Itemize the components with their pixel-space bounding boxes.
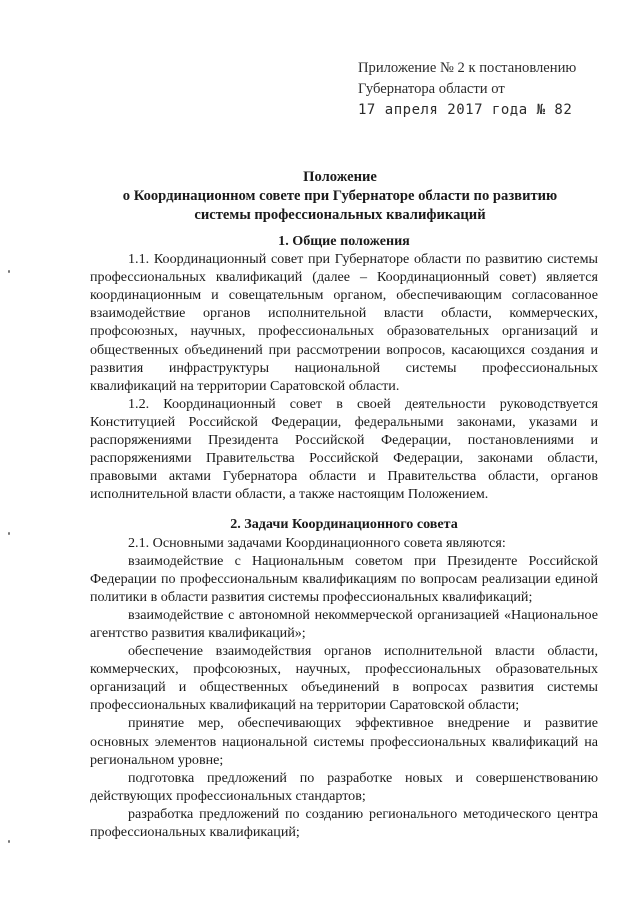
section-1-heading: 1. Общие положения (278, 233, 410, 249)
document-title (80, 168, 600, 225)
scan-speck (8, 532, 10, 535)
task-item: взаимодействие с Национальным советом при Президенте Российской Федерации по профессиональным квалификациям по вопросам реализации единой политики в области развития системы профессиональных квалификаций; (90, 552, 598, 605)
appendix-line-3: 17 апреля 2017 года № 82 (358, 102, 573, 118)
title-line-1: Положение (303, 169, 377, 185)
document-body (90, 232, 598, 841)
task-item: разработка предложений по созданию регионального методического центра профессиональных квалификаций; (90, 805, 598, 840)
task-item: подготовка предложений по разработке новых и совершенствованию действующих профессиональных стандартов; (90, 769, 598, 804)
scan-speck (8, 840, 10, 843)
task-item: обеспечение взаимодействия органов исполнительной власти области, коммерческих, профсоюзных, научных, профессиональных образовательных организаций и общественных объединений в вопросах развития системы профессиональных квалификаций на территории Саратовской области; (90, 643, 598, 714)
title-line-2: о Координационном совете при Губернаторе области по развитию (122, 188, 558, 204)
appendix-line-1: Приложение № 2 к постановлению (358, 60, 577, 76)
appendix-line-2: Губернатора области от (358, 81, 505, 97)
title-line-3: системы профессиональных квалификаций (194, 207, 486, 223)
scan-speck (8, 270, 10, 273)
paragraph-2-1: 2.1. Основными задачами Координационного совета являются: (128, 534, 506, 551)
appendix-header (358, 58, 633, 121)
task-item: принятие мер, обеспечивающих эффективное внедрение и развитие основных элементов национальной системы профессиональных квалификаций на региональном уровне; (90, 715, 598, 768)
paragraph-1-2: 1.2. Координационный совет в своей деятельности руководствуется Конституцией Российской Федерации, федеральными законами, указами и распоряжениями Президента Российской Федерации, постановлениями и распоряжениями Правительства Российской Федерации, законами области, правовыми актами Губернатора области и Правительства области, органов исполнительной власти области, а также настоящим Положением. (90, 395, 598, 503)
paragraph-1-1: 1.1. Координационный совет при Губернаторе области по развитию системы профессиональных квалификаций (далее – Координационный совет) является координационным и совещательным органом, обеспечивающим согласованное взаимодействие органов исполнительной власти области, коммерческих, профсоюзных, научных, профессиональных образовательных организаций и общественных объединений при рассмотрении вопросов, касающихся создания и развития инфраструктуры национальной системы профессиональных квалификаций на территории Саратовской области. (90, 251, 598, 394)
task-item: взаимодействие с автономной некоммерческой организацией «Национальное агентство развития квалификаций»; (90, 606, 598, 641)
section-2-heading: 2. Задачи Координационного совета (230, 516, 458, 533)
